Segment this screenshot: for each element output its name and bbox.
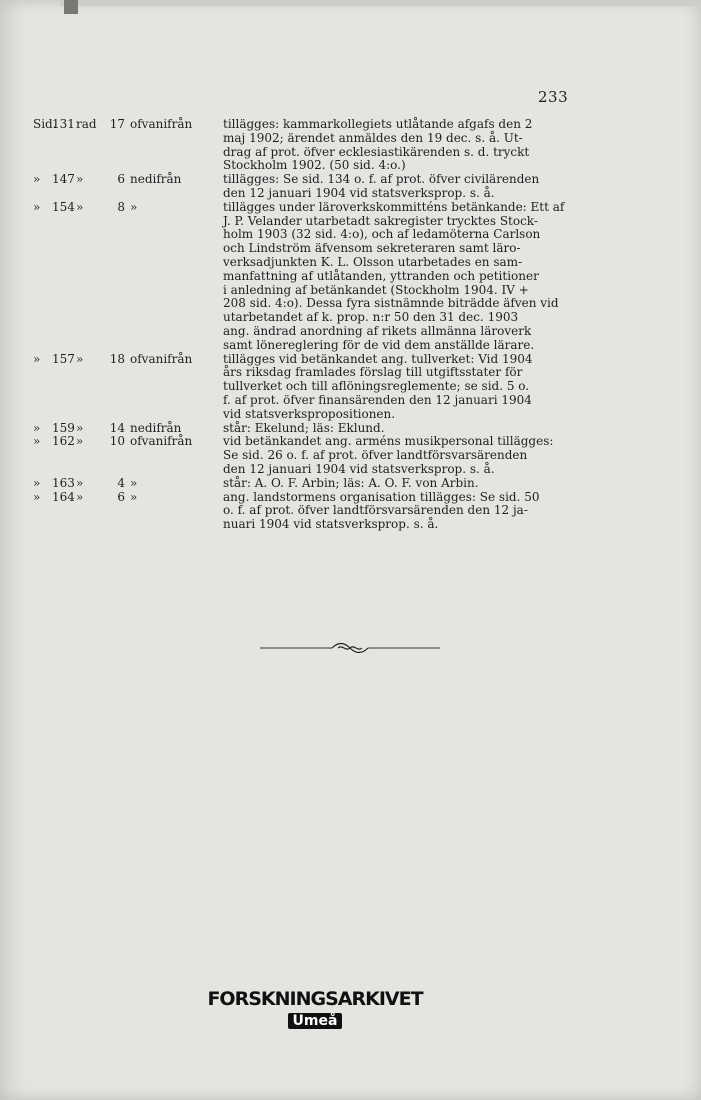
page-ref: 131	[52, 117, 75, 131]
sid-label: »	[33, 172, 41, 187]
page-number: 233	[538, 88, 569, 106]
entry-line: i anledning af betänkandet (Stockholm 1904. IV +	[223, 282, 529, 297]
direction-label: nedifrån	[130, 172, 182, 187]
sid-label: »	[33, 434, 41, 449]
errata-entry	[0, 435, 701, 476]
entry-line: års riksdag framlades förslag till utgiftsstater för	[223, 365, 523, 380]
entry-line: 208 sid. 4:o). Dessa fyra sistnämnde biträdde äfven vid	[223, 296, 559, 311]
entry-line: står: A. O. F. Arbin; läs: A. O. F. von Arbin.	[223, 475, 479, 490]
entry-line: tillägges under läroverkskommitténs betänkande: Ett af	[223, 199, 565, 214]
errata-entry	[0, 173, 701, 201]
entry-text	[223, 353, 569, 422]
entry-line: maj 1902; ärendet anmäldes den 19 dec. s. å. Ut-	[223, 130, 523, 145]
entry-line: tullverket och till aflöningsreglemente; se sid. 5 o.	[223, 379, 530, 394]
archive-stamp	[200, 988, 430, 1029]
direction-label: nedifrån	[130, 420, 182, 435]
page-ref: 159	[52, 420, 75, 435]
page-ref: 163	[52, 475, 75, 490]
entry-line: nuari 1904 vid statsverksprop. s. å.	[223, 517, 439, 532]
page-ref: 162	[52, 434, 75, 449]
entry-line: J. P. Velander utarbetadt sakregister trycktes Stock-	[223, 213, 538, 228]
direction-label: ofvanifrån	[130, 117, 193, 131]
rad-label: »	[76, 420, 84, 435]
row-ref: 17	[109, 117, 125, 131]
sid-label: »	[33, 199, 41, 214]
entry-line: tillägges: Se sid. 134 o. f. af prot. öfver civilärenden	[223, 172, 540, 187]
entry-text	[223, 422, 569, 436]
row-ref: 14	[109, 420, 125, 435]
entry-line: vid statsverkspropositionen.	[223, 406, 396, 421]
errata-entry	[0, 422, 701, 436]
row-ref: 4	[117, 475, 125, 490]
entry-text	[223, 118, 569, 173]
entry-line: vid betänkandet ang. arméns musikpersonal tillägges:	[223, 434, 554, 449]
row-ref: 18	[109, 351, 125, 366]
direction-label: ofvanifrån	[130, 434, 193, 449]
entry-text	[223, 477, 569, 491]
ornament-divider	[220, 640, 480, 656]
entry-line: drag af prot. öfver ecklesiastikärenden s. d. tryckt	[223, 144, 530, 159]
rad-label: rad	[76, 117, 97, 131]
row-ref: 6	[117, 489, 125, 504]
entry-line: Se sid. 26 o. f. af prot. öfver landtförsvarsärenden	[223, 448, 528, 463]
entry-line: och Lindström äfvensom sekreteraren samt läro-	[223, 241, 521, 256]
entry-line: ang. landstormens organisation tillägges: Se sid. 50	[223, 489, 540, 504]
direction-label: »	[130, 199, 138, 214]
archive-stamp-name: FORSKNINGSARKIVET	[207, 988, 423, 1010]
row-ref: 6	[117, 172, 125, 187]
errata-entry	[0, 491, 701, 532]
rad-label: »	[76, 199, 84, 214]
entry-line: står: Ekelund; läs: Eklund.	[223, 420, 385, 435]
page-ref: 157	[52, 351, 75, 366]
sid-label: »	[33, 489, 41, 504]
entry-line: manfattning af utlåtanden, yttranden och petitioner	[223, 268, 539, 283]
entry-line: ang. ändrad anordning af rikets allmänna läroverk	[223, 323, 532, 338]
errata-list	[0, 118, 701, 532]
rad-label: »	[76, 351, 84, 366]
errata-entry	[0, 201, 701, 353]
row-ref: 8	[117, 199, 125, 214]
entry-line: den 12 januari 1904 vid statsverksprop. s. å.	[223, 461, 495, 476]
page-ref: 154	[52, 199, 75, 214]
row-ref: 10	[109, 434, 125, 449]
archive-stamp-city: Umeå	[288, 1013, 343, 1029]
entry-text	[223, 491, 569, 532]
entry-text	[223, 435, 569, 476]
direction-label: ofvanifrån	[130, 351, 193, 366]
errata-entry	[0, 353, 701, 422]
direction-label: »	[130, 475, 138, 490]
sid-label: »	[33, 420, 41, 435]
sid-label: »	[33, 351, 41, 366]
entry-text	[223, 173, 569, 201]
entry-line: utarbetandet af k. prop. n:r 50 den 31 dec. 1903	[223, 310, 519, 325]
entry-text	[223, 201, 569, 353]
entry-line: samt lönereglering för de vid dem anställde lärare.	[223, 337, 535, 352]
page-ref: 147	[52, 172, 75, 187]
entry-line: verksadjunkten K. L. Olsson utarbetades en sam-	[223, 254, 523, 269]
rad-label: »	[76, 489, 84, 504]
entry-line: holm 1903 (32 sid. 4:o), och af ledamöterna Carlson	[223, 227, 541, 242]
direction-label: »	[130, 489, 138, 504]
rad-label: »	[76, 172, 84, 187]
errata-entry	[0, 477, 701, 491]
entry-line: o. f. af prot. öfver landtförsvarsärenden den 12 ja-	[223, 503, 528, 518]
entry-line: tillägges vid betänkandet ang. tullverket: Vid 1904	[223, 351, 533, 366]
sid-label: »	[33, 475, 41, 490]
rad-label: »	[76, 475, 84, 490]
rad-label: »	[76, 434, 84, 449]
entry-line: tillägges: kammarkollegiets utlåtande afgafs den 2	[223, 117, 533, 131]
entry-line: f. af prot. öfver finansärenden den 12 januari 1904	[223, 392, 532, 407]
sid-label: Sid.	[33, 117, 57, 131]
scan-edge	[60, 0, 701, 6]
errata-entry	[0, 118, 701, 173]
entry-line: Stockholm 1902. (50 sid. 4:o.)	[223, 158, 406, 173]
page-ref: 164	[52, 489, 75, 504]
scan-corner-mark	[64, 0, 78, 14]
entry-line: den 12 januari 1904 vid statsverksprop. s. å.	[223, 185, 495, 200]
